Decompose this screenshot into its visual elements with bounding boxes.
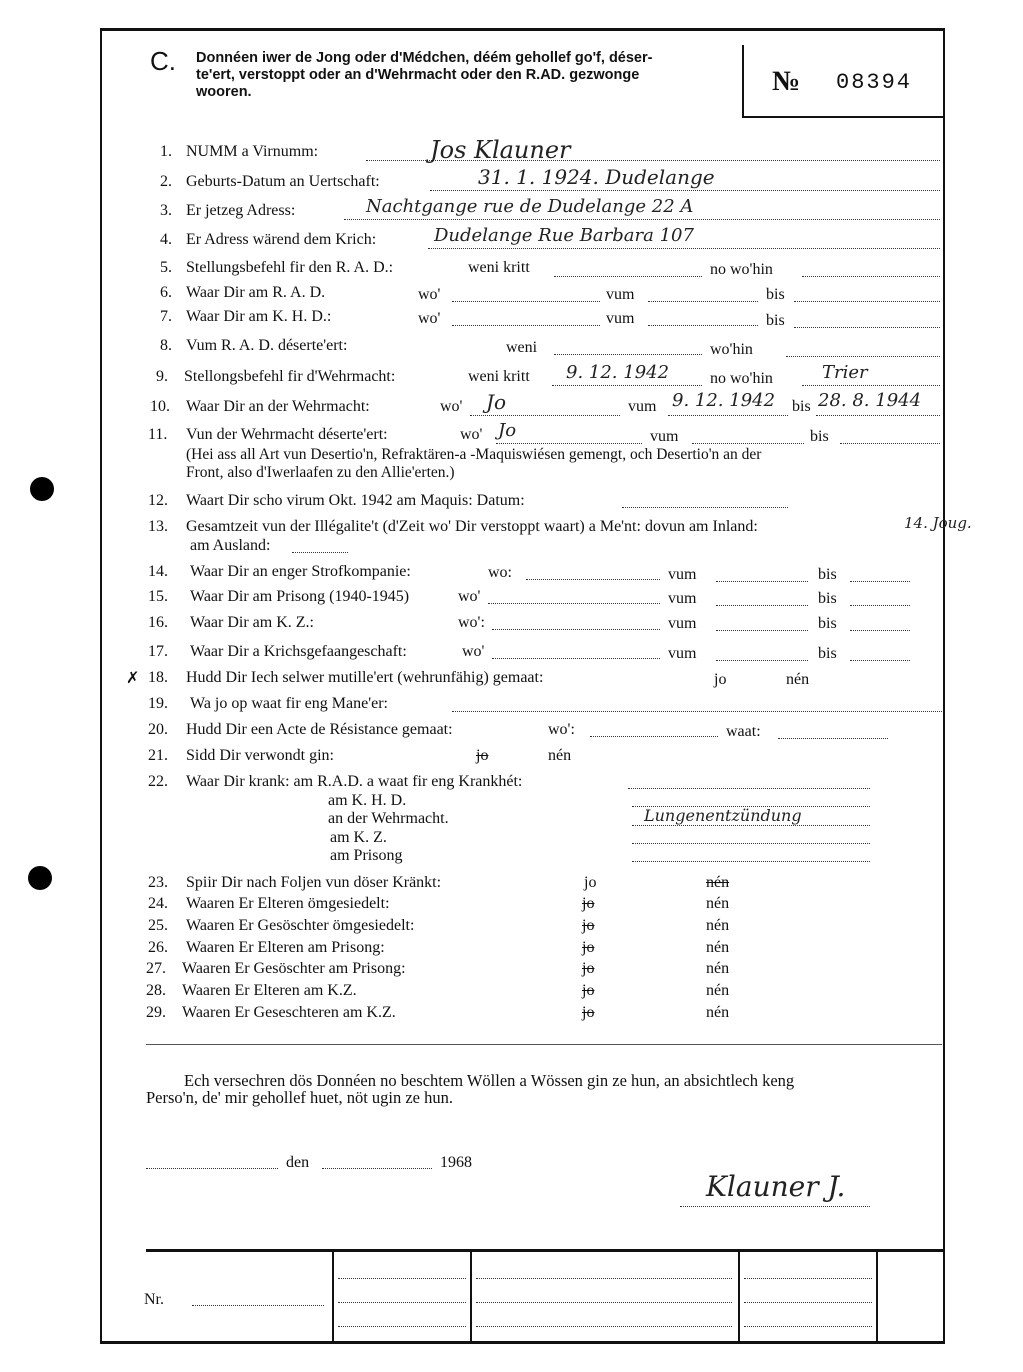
item-7-num: 7. — [160, 308, 172, 325]
item-7-wo-line — [452, 325, 600, 326]
item-20-label: Hudd Dir een Acte de Résistance gemaat: — [186, 721, 453, 738]
left-border — [100, 28, 102, 1344]
punch-hole — [28, 866, 52, 890]
item-28-label: Waaren Er Elteren am K.Z. — [182, 982, 357, 999]
item-22-sub4: am Prisong — [330, 847, 403, 864]
item-28-nen: nén — [706, 982, 730, 999]
footer-col-divider — [332, 1250, 334, 1342]
item-14-wo: wo: — [488, 564, 512, 581]
item-16-num: 16. — [148, 614, 168, 631]
item-11-note-1: (Hei ass all Art vun Desertio'n, Refraktären-a -Maquiswiésen gemengt, och Desertio'n an der — [186, 446, 762, 463]
footer-cell-line — [744, 1326, 872, 1327]
item-16-bis-line — [850, 630, 910, 631]
item-22-sub1: am K. H. D. — [328, 792, 407, 809]
item-7-bis: bis — [766, 312, 785, 329]
item-4-value: Dudelange Rue Barbara 107 — [434, 225, 694, 246]
item-15-bis-line — [850, 605, 910, 606]
footer-top-border — [146, 1249, 943, 1252]
item-9-place: Trier — [822, 362, 868, 383]
item-17-wo-line — [492, 658, 660, 659]
item-26-nen: nén — [706, 939, 730, 956]
item-6-bis-line — [794, 301, 940, 302]
item-11-wo-value: Jo — [498, 420, 517, 441]
item-20-waat: waat: — [726, 723, 761, 740]
item-2-num: 2. — [160, 173, 172, 190]
item-27-label: Waaren Er Gesöschter am Prisong: — [182, 960, 406, 977]
item-17-vum-line — [716, 660, 808, 661]
top-border — [100, 28, 945, 31]
declaration-line-2: Perso'n, de' mir gehollef huet, nöt ugin ze hun. — [146, 1088, 454, 1107]
item-22-sub3-line — [632, 843, 870, 844]
item-28-jo: jo — [582, 982, 595, 999]
item-27-nen: nén — [706, 960, 730, 977]
item-10-vum: vum — [628, 398, 657, 415]
item-13-num: 13. — [148, 518, 168, 535]
item-18-nen: nén — [786, 671, 810, 688]
item-11-vum: vum — [650, 428, 679, 445]
item-29-label: Waaren Er Geseschteren am K.Z. — [182, 1004, 396, 1021]
item-6-label: Waar Dir am R. A. D. — [186, 284, 326, 301]
item-15-wo-line — [488, 603, 660, 604]
item-11-vum-line — [692, 443, 804, 444]
item-6-vum-line — [648, 301, 758, 302]
item-3-value: Nachtgange rue de Dudelange 22 A — [366, 196, 694, 217]
header-title-line2: te'ert, verstoppt oder an d'Wehrmacht oder den R.AD. gezwonge — [196, 67, 640, 83]
item-11-bis-line — [840, 443, 940, 444]
footer-cell-line — [476, 1278, 732, 1279]
item-13-label: Gesamtzeit vun der Illégalite't (d'Zeit wo' Dir verstoppt waart) a Me'nt: dovun am Inland: — [186, 518, 758, 535]
footer-nr-line — [192, 1305, 324, 1306]
item-17-vum: vum — [668, 645, 697, 662]
item-7-bis-line — [794, 327, 940, 328]
item-29-num: 29. — [146, 1004, 166, 1021]
item-23-num: 23. — [148, 874, 168, 891]
item-14-vum: vum — [668, 566, 697, 583]
item-16-vum: vum — [668, 615, 697, 632]
item-18-jo: jo — [714, 671, 727, 688]
item-14-vum-line — [716, 581, 808, 582]
item-12-num: 12. — [148, 492, 168, 509]
section-letter: C. — [150, 46, 176, 76]
item-6-bis: bis — [766, 286, 785, 303]
item-9-nowohin: no wo'hin — [710, 370, 773, 387]
item-19-line — [452, 711, 942, 712]
item-10-bis: bis — [792, 398, 811, 415]
item-29-nen: nén — [706, 1004, 730, 1021]
item-6-vum: vum — [606, 286, 635, 303]
item-20-wo: wo': — [548, 721, 575, 738]
item-14-bis-line — [850, 581, 910, 582]
item-1-label: NUMM a Virnumm: — [186, 143, 319, 160]
item-12-line — [622, 507, 788, 508]
item-22-label: Waar Dir krank: am R.A.D. a waat fir eng Krankhét: — [186, 773, 523, 790]
item-21-label: Sidd Dir verwondt gin: — [186, 747, 334, 764]
item-16-bis: bis — [818, 615, 837, 632]
item-9-weni: weni kritt — [468, 368, 530, 385]
den-label: den — [286, 1154, 310, 1171]
item-5-nowohin-line — [802, 276, 940, 277]
footer-cell-line — [338, 1326, 466, 1327]
item-18-label: Hudd Dir Iech selwer mutille'ert (wehrunfähig) gemaat: — [186, 669, 544, 686]
item-10-num: 10. — [150, 398, 170, 415]
item-4-label: Er Adress wärend dem Krich: — [186, 231, 377, 248]
date-line — [322, 1168, 432, 1169]
item-7-wo: wo' — [418, 310, 441, 327]
item-26-jo: jo — [582, 939, 595, 956]
item-10-wo: wo' — [440, 398, 463, 415]
item-2-value: 31. 1. 1924. Dudelange — [478, 165, 715, 189]
item-9-weni-line — [552, 385, 702, 386]
footer-col-divider — [876, 1250, 878, 1342]
item-15-bis: bis — [818, 590, 837, 607]
item-5-nowohin: no wo'hin — [710, 261, 773, 278]
item-23-jo: jo — [584, 874, 597, 891]
item-22-num: 22. — [148, 773, 168, 790]
item-18-num: 18. — [148, 669, 168, 686]
punch-hole — [30, 477, 54, 501]
item-7-label: Waar Dir am K. H. D.: — [186, 308, 332, 325]
item-6-wo-line — [452, 301, 600, 302]
place-line — [146, 1168, 278, 1169]
item-11-bis: bis — [810, 428, 829, 445]
footer-cell-line — [744, 1278, 872, 1279]
item-4-num: 4. — [160, 231, 172, 248]
item-17-num: 17. — [148, 643, 168, 660]
declaration-line-1: Ech versechren dös Donnéen no beschtem Wöllen a Wössen gin ze hun, an absichtlech keng — [184, 1071, 795, 1090]
item-10-bis-value: 28. 8. 1944 — [818, 390, 922, 411]
footer-cell-line — [476, 1302, 732, 1303]
item-22-sub2-line — [632, 825, 870, 826]
item-4-line — [428, 248, 940, 249]
signature-line — [680, 1206, 870, 1207]
item-21-num: 21. — [148, 747, 168, 764]
item-10-bis-line — [816, 415, 940, 416]
footer-cell-line — [744, 1302, 872, 1303]
footer-nr-label: Nr. — [144, 1291, 164, 1308]
item-1-num: 1. — [160, 143, 172, 160]
header-bottom-border — [742, 116, 944, 118]
document-number: 08394 — [836, 70, 913, 95]
item-21-jo: jo — [476, 747, 489, 764]
item-13-ausland-line — [292, 552, 348, 553]
item-5-weni-line — [554, 276, 702, 277]
item-14-label: Waar Dir an enger Strofkompanie: — [190, 563, 411, 580]
item-23-nen: nén — [706, 874, 730, 891]
signature: Klauner J. — [706, 1170, 846, 1203]
item-5-num: 5. — [160, 259, 172, 276]
item-13-inland-value: 14. Joug. — [904, 514, 972, 532]
item-22-sub2-value: Lungenentzündung — [644, 806, 802, 825]
header-title-line1: Donnéen iwer de Jong oder d'Médchen, déém gehollef go'f, déser- — [196, 50, 653, 66]
footer-cell-line — [338, 1302, 466, 1303]
item-2-label: Geburts-Datum an Uertschaft: — [186, 173, 380, 190]
item-15-label: Waar Dir am Prisong (1940-1945) — [190, 588, 410, 605]
year-label: 1968 — [440, 1154, 472, 1171]
item-22-line — [628, 788, 870, 789]
item-8-wohin: wo'hin — [710, 341, 753, 358]
item-12-label: Waart Dir scho virum Okt. 1942 am Maquis: Datum: — [186, 492, 525, 509]
item-24-nen: nén — [706, 895, 730, 912]
item-25-nen: nén — [706, 917, 730, 934]
number-symbol: № — [772, 66, 801, 97]
item-6-wo: wo' — [418, 286, 441, 303]
item-14-wo-line — [526, 579, 660, 580]
item-26-num: 26. — [148, 939, 168, 956]
item-19-label: Wa jo op waat fir eng Mane'er: — [190, 695, 388, 712]
item-15-wo: wo' — [458, 588, 481, 605]
item-2-line — [430, 190, 940, 191]
item-17-bis: bis — [818, 645, 837, 662]
item-16-vum-line — [716, 630, 808, 631]
item-29-jo: jo — [582, 1004, 595, 1021]
item-24-label: Waaren Er Elteren ömgesiedelt: — [186, 895, 390, 912]
section-separator — [146, 1044, 942, 1045]
item-8-weni-line — [554, 354, 702, 355]
item-9-num: 9. — [156, 368, 168, 385]
item-8-label: Vum R. A. D. déserte'ert: — [186, 337, 348, 354]
item-8-num: 8. — [160, 337, 172, 354]
header-title — [196, 50, 652, 101]
item-24-num: 24. — [148, 895, 168, 912]
item-5-weni: weni kritt — [468, 259, 530, 276]
item-13-ausland: am Ausland: — [190, 537, 271, 554]
item-24-jo: jo — [582, 895, 595, 912]
item-14-num: 14. — [148, 563, 168, 580]
item-11-note-2: Front, also d'Iwerlaafen zu den Allie'erten.) — [186, 464, 455, 481]
item-21-nen: nén — [548, 747, 572, 764]
item-1-value: Jos Klauner — [430, 136, 571, 164]
item-3-line — [344, 219, 940, 220]
item-17-label: Waar Dir a Krichsgefaangeschaft: — [190, 643, 407, 660]
item-22-sub2: an der Wehrmacht. — [328, 810, 449, 827]
item-9-label: Stellongsbefehl fir d'Wehrmacht: — [184, 368, 396, 385]
item-16-wo: wo': — [458, 614, 485, 631]
item-20-num: 20. — [148, 721, 168, 738]
item-20-wo-line — [590, 736, 718, 737]
item-14-bis: bis — [818, 566, 837, 583]
right-border — [943, 28, 945, 1344]
item-11-wo-line — [496, 443, 642, 444]
item-18-mark: ✗ — [126, 670, 140, 687]
item-25-label: Waaren Er Gesöschter ömgesiedelt: — [186, 917, 415, 934]
item-23-label: Spiir Dir nach Foljen vun döser Kränkt: — [186, 874, 442, 891]
item-15-num: 15. — [148, 588, 168, 605]
item-22-sub3: am K. Z. — [330, 829, 387, 846]
item-17-bis-line — [850, 660, 910, 661]
item-15-vum-line — [716, 605, 808, 606]
item-8-wohin-line — [786, 356, 940, 357]
item-11-label: Vun der Wehrmacht déserte'ert: — [186, 426, 388, 443]
item-10-wo-line — [470, 415, 620, 416]
footer-bottom-border — [100, 1341, 945, 1344]
item-10-wo-value: Jo — [486, 390, 507, 414]
item-5-label: Stellungsbefehl fir den R. A. D.: — [186, 259, 394, 276]
item-16-label: Waar Dir am K. Z.: — [190, 614, 314, 631]
item-28-num: 28. — [146, 982, 166, 999]
header-title-line3: wooren. — [196, 84, 252, 100]
item-15-vum: vum — [668, 590, 697, 607]
item-6-num: 6. — [160, 284, 172, 301]
item-27-jo: jo — [582, 960, 595, 977]
item-8-weni: weni — [506, 339, 538, 356]
item-9-place-line — [802, 385, 940, 386]
item-10-vum-line — [668, 415, 788, 416]
item-9-date: 9. 12. 1942 — [566, 362, 670, 383]
item-10-vum-value: 9. 12. 1942 — [672, 390, 776, 411]
item-10-label: Waar Dir an der Wehrmacht: — [186, 398, 370, 415]
item-11-num: 11. — [148, 426, 168, 443]
item-25-num: 25. — [148, 917, 168, 934]
item-25-jo: jo — [582, 917, 595, 934]
footer-col-divider — [738, 1250, 740, 1342]
item-22-sub4-line — [632, 861, 870, 862]
item-7-vum: vum — [606, 310, 635, 327]
item-16-wo-line — [492, 629, 660, 630]
footer-cell-line — [476, 1326, 732, 1327]
item-26-label: Waaren Er Elteren am Prisong: — [186, 939, 385, 956]
item-17-wo: wo' — [462, 643, 485, 660]
item-19-num: 19. — [148, 695, 168, 712]
item-3-label: Er jetzeg Adress: — [186, 202, 296, 219]
footer-col-divider — [470, 1250, 472, 1342]
item-7-vum-line — [648, 325, 758, 326]
header-divider — [742, 45, 744, 117]
item-27-num: 27. — [146, 960, 166, 977]
item-3-num: 3. — [160, 202, 172, 219]
item-11-wo: wo' — [460, 426, 483, 443]
footer-cell-line — [338, 1278, 466, 1279]
item-20-waat-line — [778, 738, 888, 739]
